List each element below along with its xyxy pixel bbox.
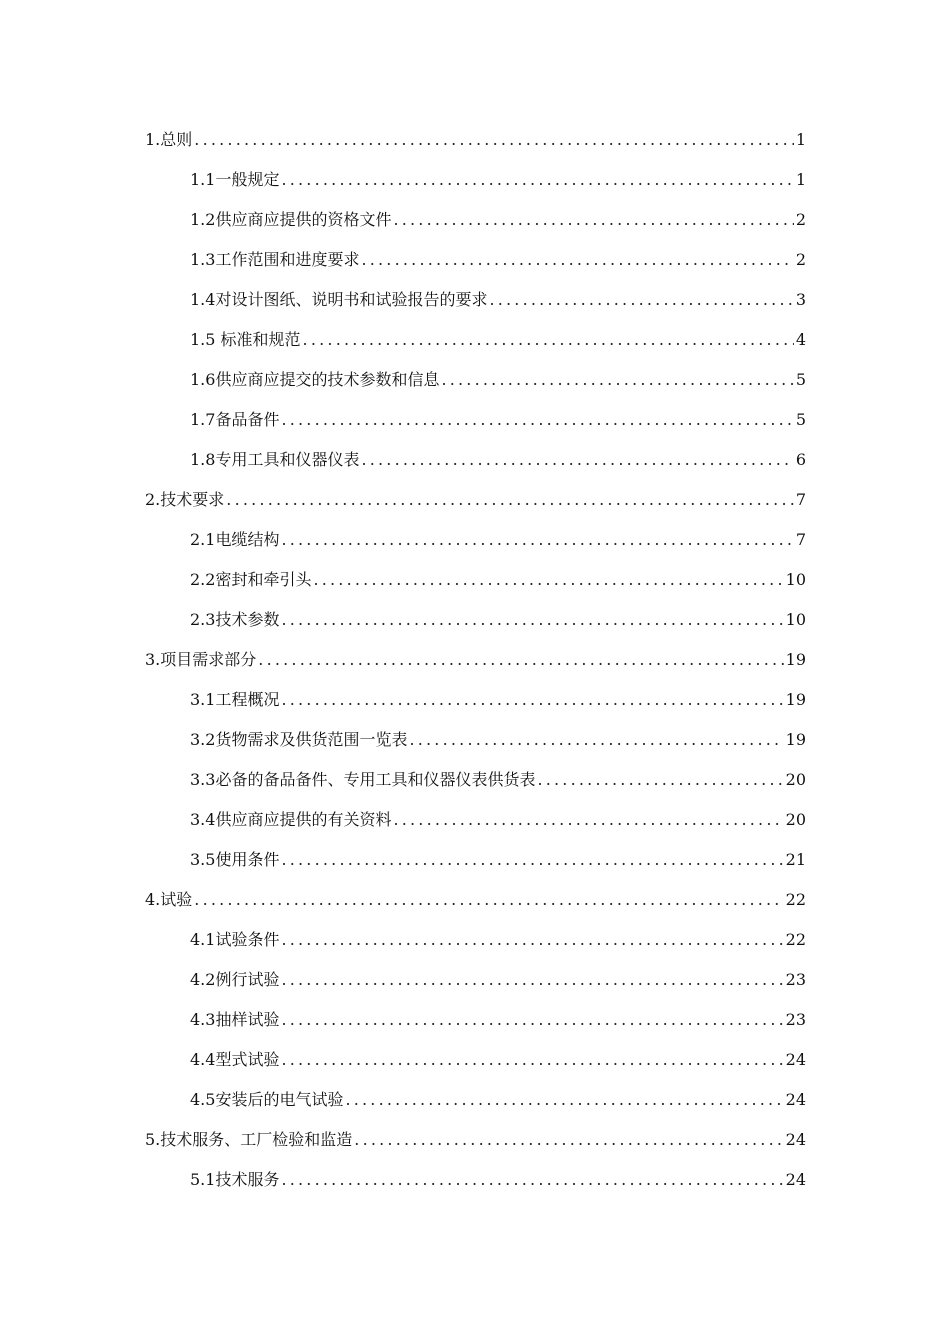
toc-entry-page-number: 22: [785, 890, 806, 909]
toc-entry-page-number: 4: [795, 330, 806, 349]
toc-entry-title: 1.6供应商应提交的技术参数和信息: [190, 370, 440, 389]
toc-entry-page-number: 23: [785, 970, 806, 989]
toc-entry[interactable]: [190, 920, 806, 960]
toc-entry-title: 2.1电缆结构: [190, 530, 280, 549]
toc-entry-title: 3.3必备的备品备件、专用工具和仪器仪表供货表: [190, 770, 536, 789]
toc-dot-leader: [258, 640, 783, 680]
toc-dot-leader: [537, 760, 783, 800]
toc-entry-page-number: 1: [795, 130, 806, 149]
toc-entry[interactable]: [145, 120, 806, 160]
toc-dot-leader: [281, 680, 783, 720]
toc-entry-title: 4.1试验条件: [190, 930, 280, 949]
toc-entry-page-number: 23: [785, 1010, 806, 1029]
toc-entry-title: 1.总则: [145, 130, 193, 149]
toc-entry-page-number: 3: [795, 290, 806, 309]
toc-entry-page-number: 6: [795, 450, 806, 469]
toc-entry-title: 1.2供应商应提供的资格文件: [190, 210, 392, 229]
toc-entry[interactable]: [190, 160, 806, 200]
toc-entry-page-number: 24: [785, 1090, 806, 1109]
toc-entry-page-number: 10: [785, 610, 806, 629]
toc-dot-leader: [281, 960, 783, 1000]
toc-entry[interactable]: [190, 240, 806, 280]
toc-entry[interactable]: [190, 440, 806, 480]
toc-dot-leader: [361, 440, 793, 480]
toc-entry[interactable]: [190, 800, 806, 840]
toc-entry[interactable]: [190, 1160, 806, 1200]
toc-entry-title: 5.技术服务、工厂检验和监造: [145, 1130, 353, 1149]
toc-entry-page-number: 19: [785, 690, 806, 709]
toc-entry[interactable]: [190, 200, 806, 240]
toc-entry-title: 3.项目需求部分: [145, 650, 257, 669]
toc-entry-page-number: 19: [785, 730, 806, 749]
toc-dot-leader: [281, 840, 783, 880]
toc-dot-leader: [281, 1040, 783, 1080]
toc-entry-title: 3.4供应商应提供的有关资料: [190, 810, 392, 829]
toc-dot-leader: [281, 1000, 783, 1040]
toc-dot-leader: [281, 920, 783, 960]
toc-entry-title: 2.3技术参数: [190, 610, 280, 629]
toc-entry[interactable]: [190, 1040, 806, 1080]
toc-entry-page-number: 7: [795, 530, 806, 549]
toc-entry-title: 4.5安装后的电气试验: [190, 1090, 344, 1109]
toc-entry-page-number: 24: [785, 1050, 806, 1069]
toc-entry-title: 4.4型式试验: [190, 1050, 280, 1069]
toc-entry-page-number: 5: [795, 410, 806, 429]
toc-entry-page-number: 7: [795, 490, 806, 509]
toc-entry-page-number: 20: [785, 770, 806, 789]
toc-dot-leader: [409, 720, 783, 760]
toc-entry[interactable]: [145, 480, 806, 520]
toc-entry-title: 4.试验: [145, 890, 193, 909]
toc-entry-page-number: 24: [785, 1170, 806, 1189]
toc-entry-title: 3.2货物需求及供货范围一览表: [190, 730, 408, 749]
toc-dot-leader: [303, 320, 794, 360]
toc-entry-title: 1.5 标准和规范: [190, 330, 301, 349]
toc-entry-title: 1.1一般规定: [190, 170, 280, 189]
toc-dot-leader: [194, 880, 783, 920]
toc-entry-title: 4.2例行试验: [190, 970, 280, 989]
toc-dot-leader: [281, 400, 793, 440]
toc-entry-page-number: 5: [795, 370, 806, 389]
toc-dot-leader: [226, 480, 794, 520]
toc-entry-title: 1.8专用工具和仪器仪表: [190, 450, 360, 469]
toc-entry[interactable]: [190, 400, 806, 440]
toc-entry-title: 3.5使用条件: [190, 850, 280, 869]
toc-dot-leader: [281, 160, 793, 200]
toc-dot-leader: [441, 360, 793, 400]
toc-entry-title: 4.3抽样试验: [190, 1010, 280, 1029]
toc-entry[interactable]: [190, 680, 806, 720]
toc-entry[interactable]: [190, 840, 806, 880]
toc-dot-leader: [281, 520, 793, 560]
toc-entry[interactable]: [145, 1120, 806, 1160]
toc-entry-page-number: 22: [785, 930, 806, 949]
toc-dot-leader: [393, 800, 783, 840]
toc-entry-page-number: 10: [785, 570, 806, 589]
toc-entry-page-number: 20: [785, 810, 806, 829]
toc-entry-page-number: 2: [795, 250, 806, 269]
toc-entry[interactable]: [190, 560, 806, 600]
toc-entry-page-number: 1: [795, 170, 806, 189]
toc-entry-page-number: 2: [795, 210, 806, 229]
toc-entry[interactable]: [190, 720, 806, 760]
toc-entry[interactable]: [190, 520, 806, 560]
toc-dot-leader: [194, 120, 794, 160]
toc-entry-title: 1.4对设计图纸、说明书和试验报告的要求: [190, 290, 488, 309]
toc-dot-leader: [281, 1160, 783, 1200]
toc-dot-leader: [345, 1080, 783, 1120]
toc-entry[interactable]: [190, 320, 806, 360]
toc-entry-title: 2.技术要求: [145, 490, 225, 509]
toc-entry-title: 2.2密封和牵引头: [190, 570, 312, 589]
toc-entry[interactable]: [190, 360, 806, 400]
toc-entry-page-number: 21: [785, 850, 806, 869]
toc-dot-leader: [393, 200, 793, 240]
toc-entry-title: 5.1技术服务: [190, 1170, 280, 1189]
toc-entry[interactable]: [190, 1080, 806, 1120]
toc-entry[interactable]: [190, 1000, 806, 1040]
toc-entry-page-number: 24: [785, 1130, 806, 1149]
toc-entry[interactable]: [190, 960, 806, 1000]
toc-entry[interactable]: [190, 600, 806, 640]
toc-entry-title: 1.3工作范围和进度要求: [190, 250, 360, 269]
toc-entry[interactable]: [145, 880, 806, 920]
toc-entry[interactable]: [190, 760, 806, 800]
toc-dot-leader: [361, 240, 793, 280]
toc-entry[interactable]: [190, 280, 806, 320]
toc-dot-leader: [281, 600, 783, 640]
toc-entry-page-number: 19: [785, 650, 806, 669]
toc-entry-title: 1.7备品备件: [190, 410, 280, 429]
toc-entry[interactable]: [145, 640, 806, 680]
toc-dot-leader: [313, 560, 783, 600]
toc-entry-title: 3.1工程概况: [190, 690, 280, 709]
toc-dot-leader: [489, 280, 793, 320]
toc-dot-leader: [354, 1120, 783, 1160]
